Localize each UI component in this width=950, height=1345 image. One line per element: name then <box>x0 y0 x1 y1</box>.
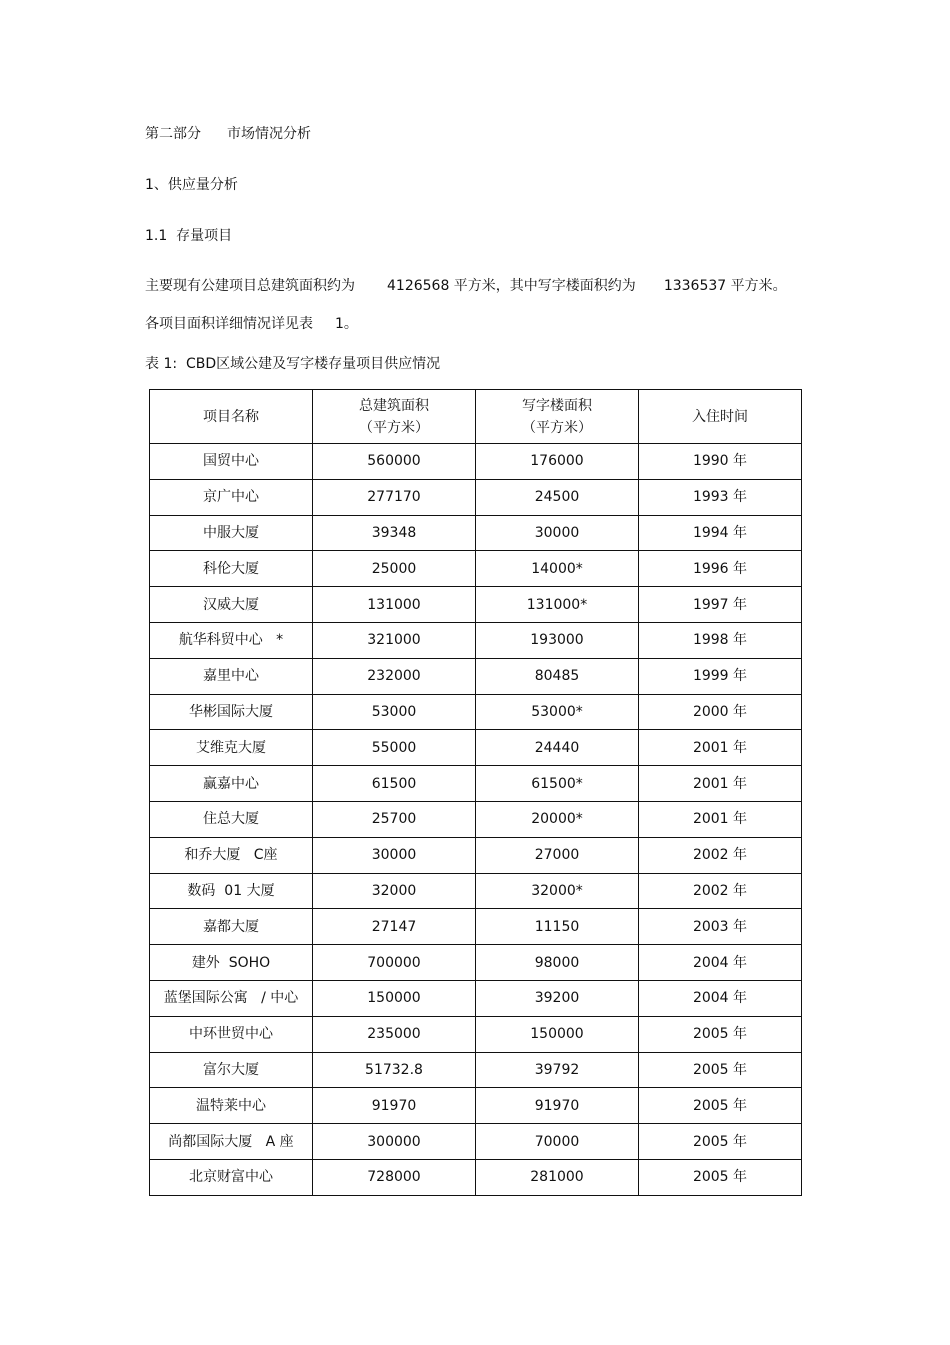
cell-move-in-time: 1994 年 <box>639 515 802 551</box>
cell-total-area: 30000 <box>313 837 476 873</box>
table-header-row <box>150 390 802 444</box>
table-row <box>150 909 802 945</box>
header-line: 入住时间 <box>692 408 748 425</box>
table-row <box>150 1159 802 1195</box>
cell-total-area: 25000 <box>313 551 476 587</box>
cell-project-name: 温特莱中心 <box>150 1088 313 1124</box>
cell-total-area: 235000 <box>313 1016 476 1052</box>
supply-table <box>149 389 802 1196</box>
header-office-area <box>476 390 639 444</box>
cell-move-in-time: 2002 年 <box>639 873 802 909</box>
cell-office-area: 39792 <box>476 1052 639 1088</box>
table-row <box>150 1088 802 1124</box>
cell-move-in-time: 2003 年 <box>639 909 802 945</box>
cell-move-in-time: 1997 年 <box>639 587 802 623</box>
cell-office-area: 150000 <box>476 1016 639 1052</box>
cell-move-in-time: 2005 年 <box>639 1088 802 1124</box>
cell-project-name: 和乔大厦 C座 <box>150 837 313 873</box>
cell-move-in-time: 2000 年 <box>639 694 802 730</box>
cell-total-area: 131000 <box>313 587 476 623</box>
cell-office-area: 91970 <box>476 1088 639 1124</box>
cell-project-name: 华彬国际大厦 <box>150 694 313 730</box>
cell-total-area: 277170 <box>313 479 476 515</box>
table-row <box>150 945 802 981</box>
table-row <box>150 444 802 480</box>
cell-project-name: 科伦大厦 <box>150 551 313 587</box>
cell-total-area: 55000 <box>313 730 476 766</box>
table-row <box>150 1124 802 1160</box>
header-move-in-time <box>639 390 802 444</box>
cell-move-in-time: 1999 年 <box>639 658 802 694</box>
header-line: 写字楼面积 <box>522 397 592 414</box>
cell-office-area: 27000 <box>476 837 639 873</box>
cell-total-area: 25700 <box>313 801 476 837</box>
cell-move-in-time: 2002 年 <box>639 837 802 873</box>
cell-move-in-time: 2001 年 <box>639 730 802 766</box>
title-text: 市场情况分析 <box>227 126 311 142</box>
cell-office-area: 39200 <box>476 980 639 1016</box>
header-line: 项目名称 <box>203 408 259 425</box>
cell-total-area: 560000 <box>313 444 476 480</box>
cell-move-in-time: 1990 年 <box>639 444 802 480</box>
table-row <box>150 1016 802 1052</box>
cell-project-name: 蓝堡国际公寓 / 中心 <box>150 980 313 1016</box>
header-unit: （平方米） <box>522 419 592 436</box>
table-row <box>150 801 802 837</box>
cell-project-name: 中环世贸中心 <box>150 1016 313 1052</box>
cell-office-area: 32000* <box>476 873 639 909</box>
cell-total-area: 232000 <box>313 658 476 694</box>
cell-project-name: 赢嘉中心 <box>150 766 313 802</box>
cell-office-area: 98000 <box>476 945 639 981</box>
cell-project-name: 汉威大厦 <box>150 587 313 623</box>
paragraph-line-2 <box>145 314 358 334</box>
cell-move-in-time: 2004 年 <box>639 945 802 981</box>
paragraph-line-1 <box>145 276 787 296</box>
cell-move-in-time: 1993 年 <box>639 479 802 515</box>
cell-office-area: 14000* <box>476 551 639 587</box>
table-caption: 表 1: CBD区域公建及写字楼存量项目供应情况 <box>145 356 441 372</box>
cell-project-name: 建外 SOHO <box>150 945 313 981</box>
cell-project-name: 京广中心 <box>150 479 313 515</box>
section-heading: 1、供应量分析 <box>145 177 238 193</box>
cell-move-in-time: 1996 年 <box>639 551 802 587</box>
cell-office-area: 281000 <box>476 1159 639 1195</box>
cell-total-area: 39348 <box>313 515 476 551</box>
header-project-name <box>150 390 313 444</box>
cell-office-area: 70000 <box>476 1124 639 1160</box>
cell-move-in-time: 2005 年 <box>639 1052 802 1088</box>
para2-part-a: 各项目面积详细情况详见表 <box>145 316 313 332</box>
para1-part-b: 4126568 平方米，其中写字楼面积约为 <box>387 278 636 294</box>
table-row <box>150 1052 802 1088</box>
table-row <box>150 551 802 587</box>
header-line: 总建筑面积 <box>359 397 429 414</box>
cell-project-name: 艾维克大厦 <box>150 730 313 766</box>
cell-project-name: 富尔大厦 <box>150 1052 313 1088</box>
cell-total-area: 728000 <box>313 1159 476 1195</box>
cell-total-area: 150000 <box>313 980 476 1016</box>
cell-office-area: 11150 <box>476 909 639 945</box>
cell-office-area: 193000 <box>476 622 639 658</box>
cell-office-area: 24500 <box>476 479 639 515</box>
cell-total-area: 27147 <box>313 909 476 945</box>
cell-total-area: 61500 <box>313 766 476 802</box>
table-row <box>150 694 802 730</box>
cell-office-area: 53000* <box>476 694 639 730</box>
cell-office-area: 30000 <box>476 515 639 551</box>
cell-office-area: 24440 <box>476 730 639 766</box>
header-total-area <box>313 390 476 444</box>
table-row <box>150 730 802 766</box>
cell-office-area: 20000* <box>476 801 639 837</box>
cell-move-in-time: 2005 年 <box>639 1159 802 1195</box>
table-row <box>150 479 802 515</box>
cell-office-area: 61500* <box>476 766 639 802</box>
table-row <box>150 658 802 694</box>
cell-total-area: 300000 <box>313 1124 476 1160</box>
cell-move-in-time: 2001 年 <box>639 801 802 837</box>
cell-project-name: 中服大厦 <box>150 515 313 551</box>
cell-move-in-time: 2005 年 <box>639 1016 802 1052</box>
subsection-heading: 1.1 存量项目 <box>145 228 233 244</box>
table-row <box>150 980 802 1016</box>
cell-total-area: 91970 <box>313 1088 476 1124</box>
cell-office-area: 80485 <box>476 658 639 694</box>
cell-move-in-time: 2004 年 <box>639 980 802 1016</box>
para1-part-a: 主要现有公建项目总建筑面积约为 <box>145 278 355 294</box>
table-row <box>150 766 802 802</box>
cell-move-in-time: 2001 年 <box>639 766 802 802</box>
cell-total-area: 700000 <box>313 945 476 981</box>
cell-total-area: 51732.8 <box>313 1052 476 1088</box>
cell-total-area: 53000 <box>313 694 476 730</box>
cell-move-in-time: 2005 年 <box>639 1124 802 1160</box>
cell-total-area: 32000 <box>313 873 476 909</box>
cell-total-area: 321000 <box>313 622 476 658</box>
table-body <box>150 444 802 1196</box>
header-unit: （平方米） <box>359 419 429 436</box>
page-title <box>145 124 311 144</box>
para2-part-b: 1。 <box>335 316 358 332</box>
cell-project-name: 尚都国际大厦 A 座 <box>150 1124 313 1160</box>
cell-project-name: 国贸中心 <box>150 444 313 480</box>
table-row <box>150 622 802 658</box>
cell-project-name: 住总大厦 <box>150 801 313 837</box>
cell-project-name: 数码 01 大厦 <box>150 873 313 909</box>
cell-office-area: 176000 <box>476 444 639 480</box>
cell-project-name: 嘉都大厦 <box>150 909 313 945</box>
cell-project-name: 嘉里中心 <box>150 658 313 694</box>
table-row <box>150 587 802 623</box>
title-part: 第二部分 <box>145 126 201 142</box>
para1-part-c: 1336537 平方米。 <box>663 278 787 294</box>
cell-project-name: 航华科贸中心 * <box>150 622 313 658</box>
table-row <box>150 837 802 873</box>
cell-move-in-time: 1998 年 <box>639 622 802 658</box>
table-row <box>150 515 802 551</box>
cell-office-area: 131000* <box>476 587 639 623</box>
table-row <box>150 873 802 909</box>
cell-project-name: 北京财富中心 <box>150 1159 313 1195</box>
